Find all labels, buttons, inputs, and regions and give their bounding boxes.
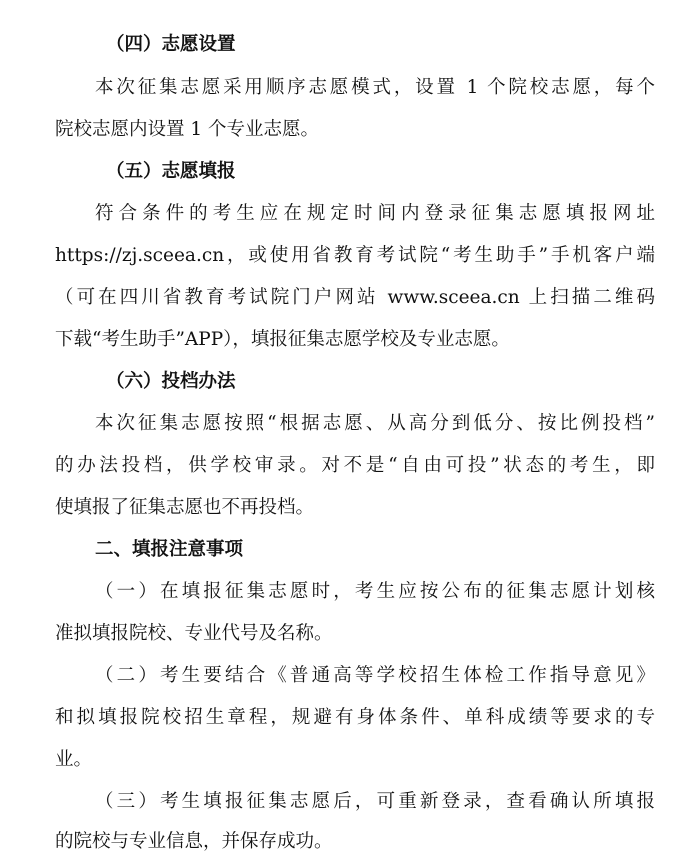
section-heading-6: （六）投档办法 — [106, 371, 236, 392]
section-heading-4: （四）志愿设置 — [106, 34, 236, 55]
paragraph-line: （可在四川省教育考试院门户网站 www.sceea.cn 上扫描二维码 — [55, 287, 655, 308]
paragraph-line: 和拟填报院校招生章程，规避有身体条件、单科成绩等要求的专 — [55, 707, 655, 728]
paragraph-line: 的院校与专业信息，并保存成功。 — [55, 831, 333, 852]
paragraph-line: （二）考生要结合《普通高等学校招生体检工作指导意见》 — [95, 665, 655, 686]
section-heading-2: 二、填报注意事项 — [95, 539, 244, 560]
paragraph-line: （三）考生填报征集志愿后，可重新登录，查看确认所填报 — [95, 791, 655, 812]
paragraph-line: https://zj.sceea.cn，或使用省教育考试院“考生助手”手机客户端 — [55, 245, 655, 266]
paragraph-line: 本次征集志愿按照“根据志愿、从高分到低分、按比例投档” — [95, 413, 655, 434]
paragraph-line: （一）在填报征集志愿时，考生应按公布的征集志愿计划核 — [95, 581, 655, 602]
paragraph-line: 业。 — [55, 749, 93, 770]
paragraph-line: 符合条件的考生应在规定时间内登录征集志愿填报网址 — [95, 203, 655, 224]
paragraph-line: 本次征集志愿采用顺序志愿模式，设置 1 个院校志愿，每个 — [95, 77, 655, 98]
paragraph-line: 的办法投档，供学校审录。对不是“自由可投”状态的考生，即 — [55, 455, 655, 476]
paragraph-line: 使填报了征集志愿也不再投档。 — [55, 497, 315, 518]
paragraph-line: 下载“考生助手”APP），填报征集志愿学校及专业志愿。 — [55, 329, 510, 350]
paragraph-line: 准拟填报院校、专业代号及名称。 — [55, 623, 333, 644]
section-heading-5: （五）志愿填报 — [106, 161, 236, 182]
paragraph-line: 院校志愿内设置 1 个专业志愿。 — [55, 119, 320, 140]
